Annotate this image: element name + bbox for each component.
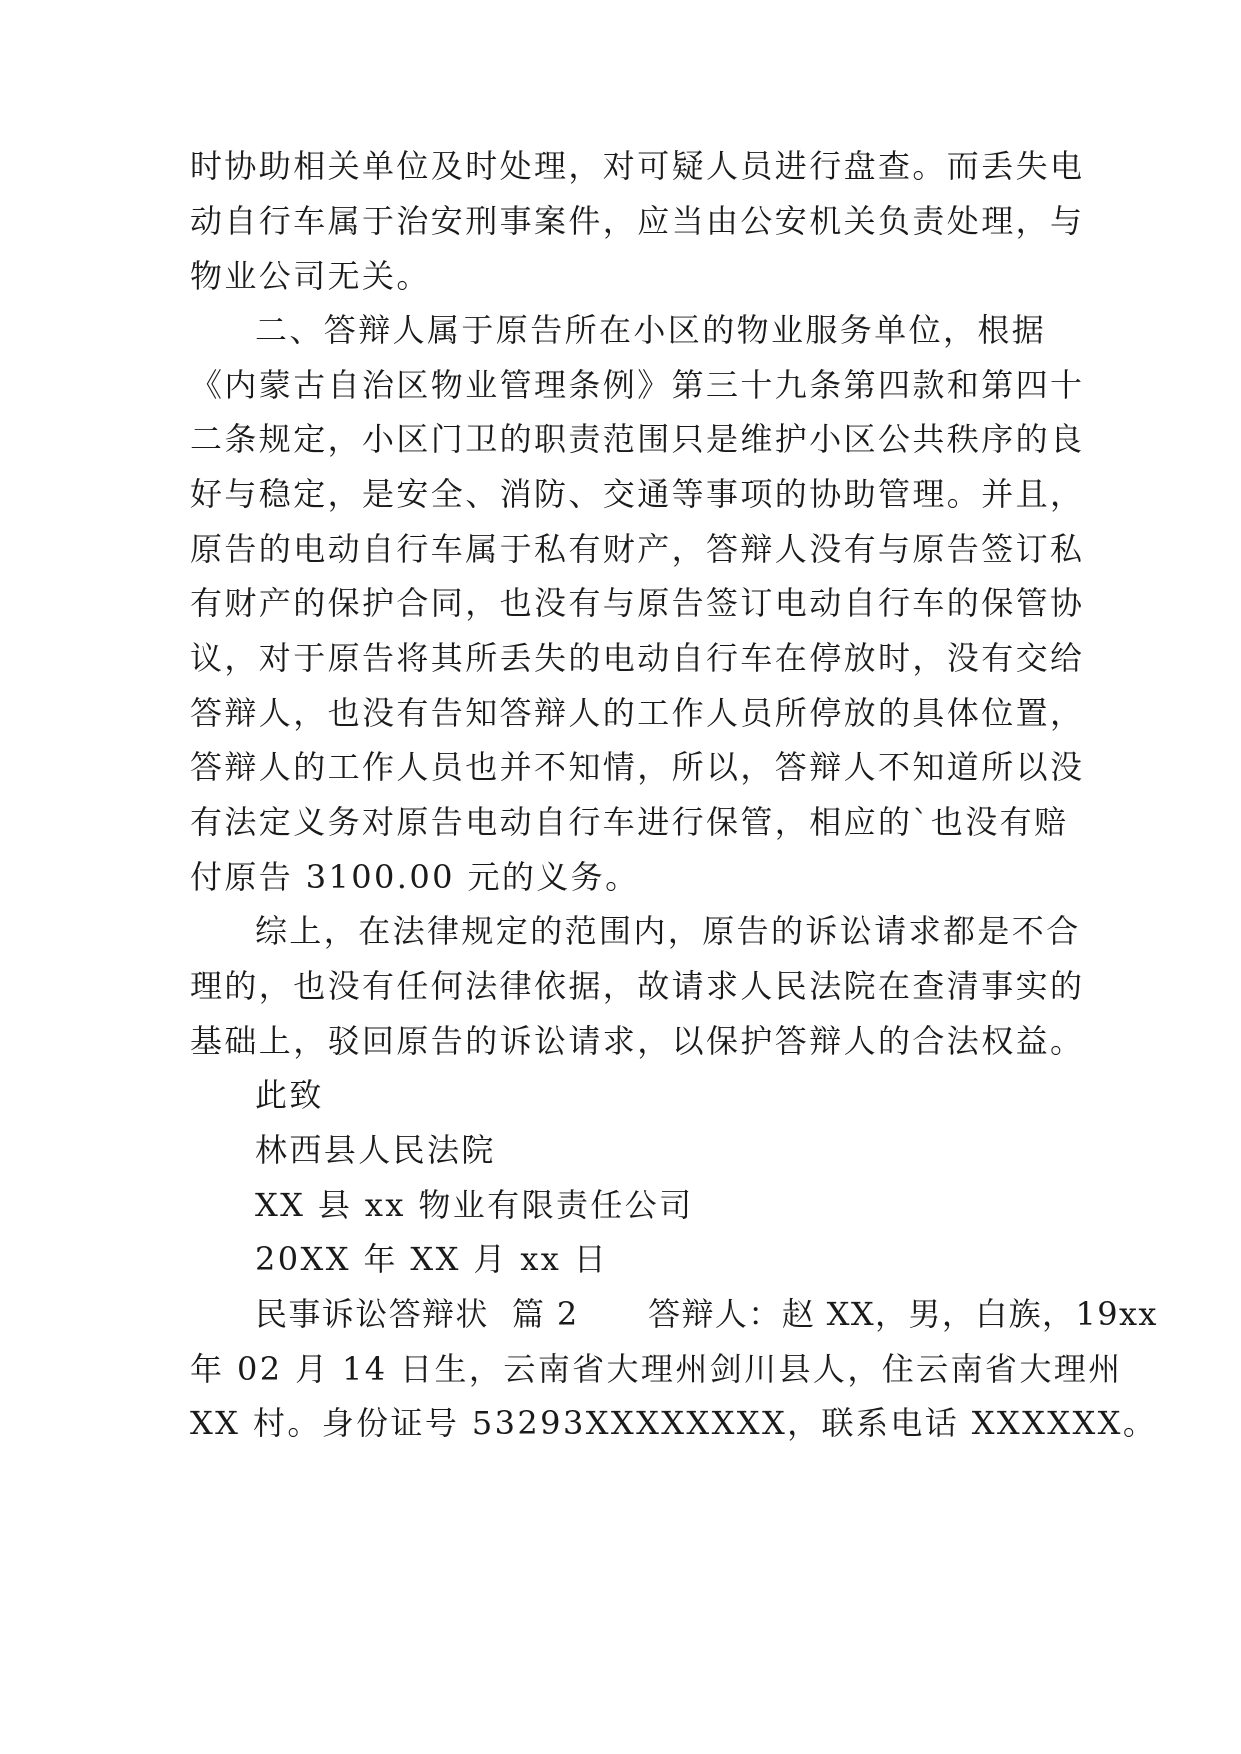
text-line: 原告的电动自行车属于私有财产，答辩人没有与原告签订私 [190,530,1085,568]
text-line: 民事诉讼答辩状 篇 2 答辩人：赵 XX，男，白族，19xx [255,1295,1158,1333]
text-line: 动自行车属于治安刑事案件，应当由公安机关负责处理，与 [190,202,1085,240]
text-line: 答辩人，也没有告知答辩人的工作人员所停放的具体位置， [190,694,1085,732]
text-line: XX 村。身份证号 53293XXXXXXXX，联系电话 XXXXXX。 [190,1404,1158,1442]
text-line: 有财产的保护合同，也没有与原告签订电动自行车的保管协 [190,584,1085,622]
text-line: 有法定义务对原告电动自行车进行保管，相应的`也没有赔 [190,803,1069,841]
text-line: 二、答辩人属于原告所在小区的物业服务单位，根据 [255,311,1047,349]
text-line: 《内蒙古自治区物业管理条例》第三十九条第四款和第四十 [190,366,1085,404]
text-line: 议，对于原告将其所丢失的电动自行车在停放时，没有交给 [190,639,1085,677]
text-line: 此致 [255,1076,324,1114]
text-line: 年 02 月 14 日生，云南省大理州剑川县人，住云南省大理州 [190,1350,1123,1388]
text-line: 基础上，驳回原告的诉讼请求，以保护答辩人的合法权益。 [190,1022,1085,1060]
text-line: 20XX 年 XX 月 xx 日 [255,1240,609,1278]
text-line: 时协助相关单位及时处理，对可疑人员进行盘查。而丢失电 [190,147,1085,185]
text-line: 答辩人的工作人员也并不知情，所以，答辩人不知道所以没 [190,748,1085,786]
text-line: XX 县 xx 物业有限责任公司 [255,1186,694,1224]
text-line: 林西县人民法院 [255,1131,496,1169]
text-line: 好与稳定，是安全、消防、交通等事项的协助管理。并且， [190,475,1085,513]
text-line: 二条规定，小区门卫的职责范围只是维护小区公共秩序的良 [190,420,1085,458]
text-line: 综上，在法律规定的范围内，原告的诉讼请求都是不合 [255,912,1081,950]
text-line: 物业公司无关。 [190,257,431,295]
text-line: 付原告 3100.00 元的义务。 [190,858,640,896]
text-line: 理的，也没有任何法律依据，故请求人民法院在查清事实的 [190,967,1085,1005]
